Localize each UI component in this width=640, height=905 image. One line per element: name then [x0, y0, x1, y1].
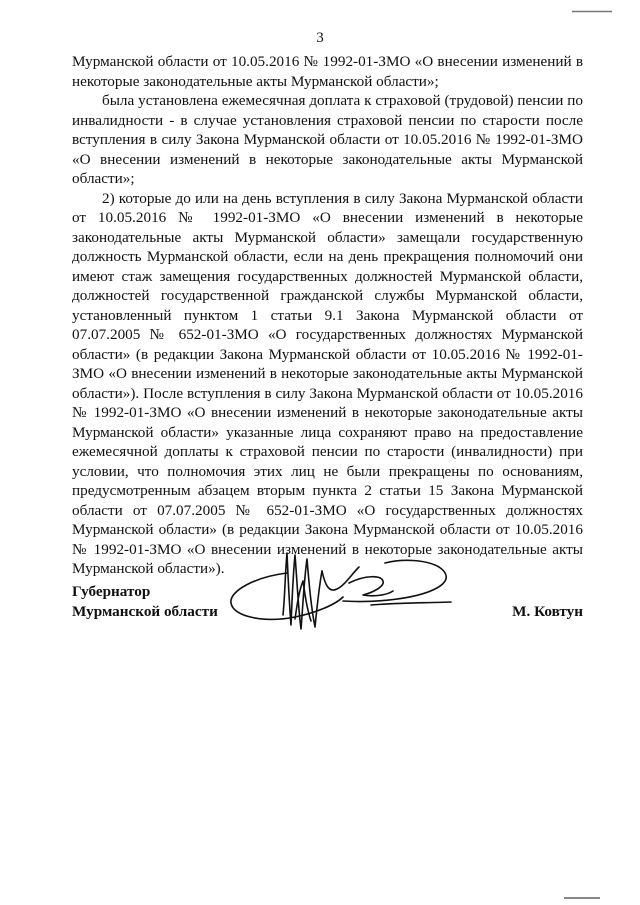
paragraph-2: была установлена ежемесячная доплата к страховой (трудовой) пенсии по инвалидности - в случае установления страховой пенсии по старости после вступления в силу Закона Мурманской области от 10.05.2016 № 1992-01-ЗМО «О внесении изменений в некоторые законодательные акты Мурманской области»; — [72, 92, 583, 187]
paragraph-1: Мурманской области от 10.05.2016 № 1992-01-ЗМО «О внесении изменений в некоторые законодательные акты Мурманской области»; — [72, 53, 583, 90]
corner-mark — [572, 0, 612, 3]
document-body — [72, 52, 583, 579]
signer-position-line-2: Мурманской области — [72, 602, 218, 620]
signer-position-line-1: Губернатор — [72, 583, 151, 600]
signer-name: М. Ковтун — [512, 602, 583, 620]
signer-position — [72, 582, 218, 621]
paragraph-3: 2) которые до или на день вступления в силу Закона Мурманской области от 10.05.2016 № 1992-01-ЗМО «О внесении изменений в некоторые законодательные акты Мурманской области» замещали государственную должность Мурманской области, если на день прекращения полномочий они имеют стаж замещения государственных должностей Мурманской области, должностей государственной гражданской службы Мурманской области, установленный пунктом 1 статьи 9.1 Закона Мурманской области от 07.07.2005 № 652-01-ЗМО «О государственных должностях Мурманской области» (в редакции Закона Мурманской области от 10.05.2016 № 1992-01-ЗМО «О внесении изменений в некоторые законодательные акты Мурманской области»). После вступления в силу Закона Мурманской области от 10.05.2016 № 1992-01-ЗМО «О внесении изменений в некоторые законодательные акты Мурманской области» указанные лица сохраняют право на предоставление ежемесячной доплаты к страховой пенсии по старости (инвалидности) при условии, что полномочия этих лиц не были прекращены по основаниям, предусмотренным абзацем вторым пункта 2 статьи 15 Закона Мурманской области от 07.07.2005 № 652-01-ЗМО «О государственных должностях Мурманской области» (в редакции Закона Мурманской области от 10.05.2016 № 1992-01-ЗМО «О внесении изменений в некоторые законодательные акты Мурманской области»). — [72, 189, 583, 577]
scan-edge-mark — [564, 897, 600, 899]
page-number: 3 — [316, 30, 324, 46]
handwritten-signature — [225, 545, 465, 645]
